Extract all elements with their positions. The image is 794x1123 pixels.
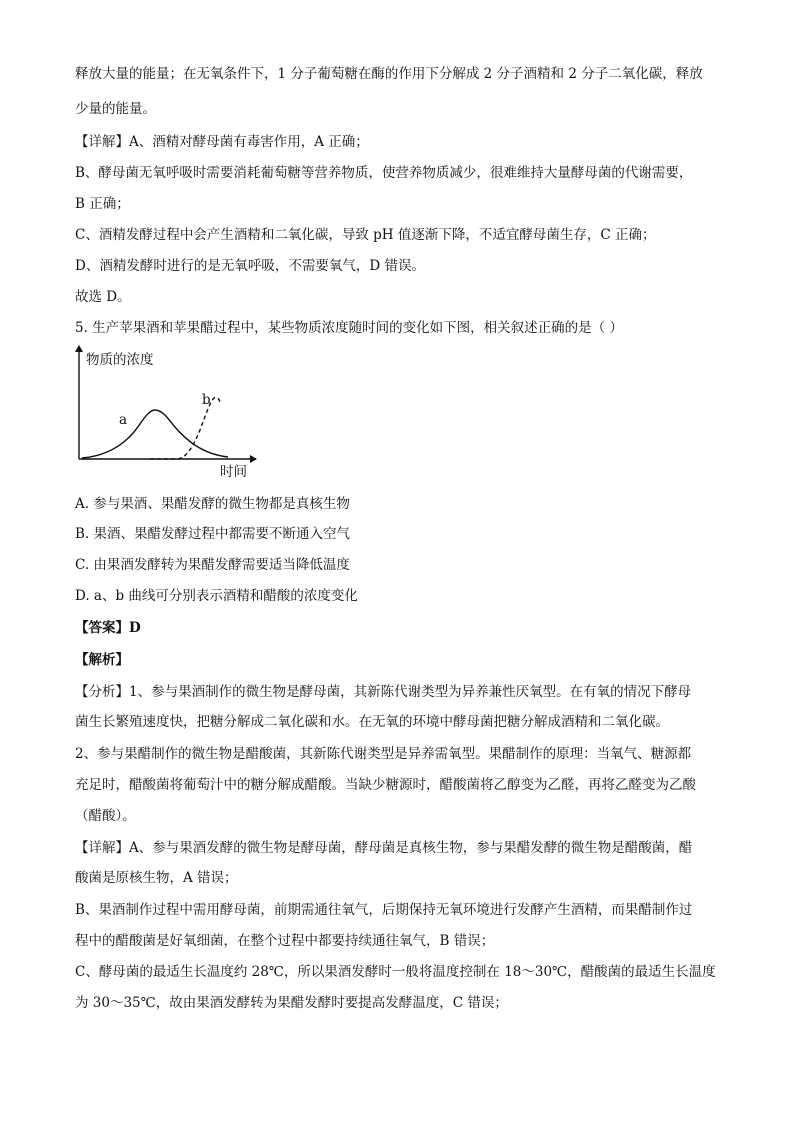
- option-a: A. 参与果酒、果醋发酵的微生物都是真核生物: [75, 496, 350, 512]
- option-c: C. 由果酒发酵转为果醋发酵需要适当降低温度: [75, 557, 350, 573]
- text-line: （醋酸）。: [75, 808, 136, 824]
- text-line: 【详解】A、参与果酒发酵的微生物是酵母菌，酵母菌是真核生物，参与果醋发酵的微生物是醋酸菌，醋: [75, 840, 693, 856]
- text-line: 【详解】A、酒精对酵母菌有毒害作用，A 正确；: [75, 134, 369, 150]
- text-line: 2、参与果醋制作的微生物是醋酸菌，其新陈代谢类型是异养需氧型。果醋制作的原理：当氧气、糖源都: [75, 746, 692, 762]
- analysis-heading: 【解析】: [75, 652, 129, 668]
- text-line: C、酵母菌的最适生长温度约 28℃，所以果酒发酵时一般将温度控制在 18～30℃，醋酸菌的最适生长温度: [75, 964, 716, 980]
- text-line: 为 30～35℃，故由果酒发酵转为果醋发酵时要提高发酵温度，C 错误；: [75, 995, 508, 1011]
- text-line: 充足时，醋酸菌将葡萄汁中的糖分解成醋酸。当缺少糖源时，醋酸菌将乙醇变为乙醛，再将乙醛变为乙酸: [75, 777, 696, 793]
- text-line: C、酒精发酵过程中会产生酒精和二氧化碳，导致 pH 值逐渐下降，不适宜酵母菌生存，C 正确；: [75, 227, 656, 243]
- text-line: 【分析】1、参与果酒制作的微生物是酵母菌，其新陈代谢类型为异养兼性厌氧型。在有氧的情况下酵母: [75, 684, 692, 700]
- curve-a: [82, 410, 228, 458]
- concentration-time-figure: [68, 340, 268, 480]
- answer-line: 【答案】D: [75, 620, 141, 636]
- curve-a-label: a: [119, 412, 128, 428]
- text-line: 少量的能量。: [75, 101, 156, 117]
- y-axis-label: 物质的浓度: [86, 352, 154, 368]
- question-stem: 5. 生产苹果酒和苹果醋过程中，某些物质浓度随时间的变化如下图，相关叙述正确的是（ ）: [75, 320, 623, 336]
- option-d: D. a、b 曲线可分别表示酒精和醋酸的浓度变化: [75, 588, 358, 604]
- text-line: B 正确；: [75, 196, 130, 212]
- text-line: 故选 D。: [75, 289, 131, 305]
- text-line: 程中的醋酸菌是好氧细菌，在整个过程中都要持续通往氧气，B 错误；: [75, 933, 495, 949]
- text-line: 酸菌是原核生物，A 错误；: [75, 870, 238, 886]
- text-line: B、果酒制作过程中需用酵母菌，前期需通往氧气，后期保持无氧环境进行发酵产生酒精，而果醋制作过: [75, 902, 693, 918]
- x-axis-label: 时间: [220, 464, 247, 480]
- text-line: 菌生长繁殖速度快，把糖分解成二氧化碳和水。在无氧的环境中酵母菌把糖分解成酒精和二氧化碳。: [75, 714, 669, 730]
- curve-b-label: b: [202, 392, 211, 408]
- text-line: D、酒精发酵时进行的是无氧呼吸，不需要氧气，D 错误。: [75, 258, 425, 274]
- text-line: B、酵母菌无氧呼吸时需要消耗葡萄糖等营养物质，使营养物质减少，很难维持大量酵母菌的代谢需要，: [75, 165, 693, 181]
- text-line: 释放大量的能量；在无氧条件下，1 分子葡萄糖在酶的作用下分解成 2 分子酒精和 2 分子二氧化碳，释放: [75, 66, 703, 82]
- option-b: B. 果酒、果醋发酵过程中都需要不断通入空气: [75, 526, 351, 542]
